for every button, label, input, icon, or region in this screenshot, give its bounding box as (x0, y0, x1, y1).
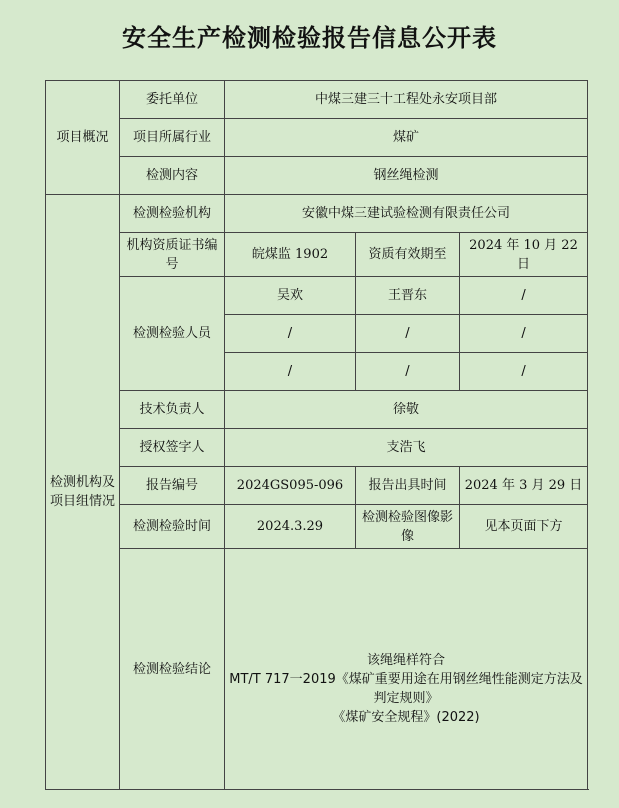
org-label: 检测检验机构 (120, 195, 225, 233)
staff-cell: / (460, 315, 588, 353)
signer-label: 授权签字人 (120, 429, 225, 467)
content-value: 钢丝绳检测 (225, 157, 588, 195)
table-row (46, 549, 588, 790)
staff-cell: 王晋东 (356, 277, 460, 315)
cert-label: 机构资质证书编号 (120, 233, 225, 277)
conclusion-line: 该绳绳样符合 (367, 653, 446, 668)
valid-value: 2024 年 10 月 22 日 (460, 233, 588, 277)
conclusion-line: 《煤矿安全规程》(2022) (332, 710, 480, 725)
client-value: 中煤三建三十工程处永安项目部 (225, 81, 588, 119)
table-row (46, 429, 588, 467)
org-value: 安徽中煤三建试验检测有限责任公司 (225, 195, 588, 233)
conclusion-text (225, 549, 588, 790)
client-label: 委托单位 (120, 81, 225, 119)
valid-label: 资质有效期至 (356, 233, 460, 277)
staff-label: 检测检验人员 (120, 277, 225, 391)
page-title: 安全生产检测检验报告信息公开表 (122, 23, 497, 52)
issue-value: 2024 年 3 月 29 日 (460, 467, 588, 505)
table-row (46, 277, 588, 315)
tech-label: 技术负责人 (120, 391, 225, 429)
staff-cell: 吴欢 (225, 277, 356, 315)
image-value: 见本页面下方 (460, 505, 588, 549)
test-time-value: 2024.3.29 (225, 505, 356, 549)
industry-label: 项目所属行业 (120, 119, 225, 157)
industry-value: 煤矿 (225, 119, 588, 157)
table-row (46, 391, 588, 429)
section-agency: 检测机构及项目组情况 (46, 195, 120, 790)
staff-cell: / (225, 315, 356, 353)
staff-cell: / (356, 353, 460, 391)
report-no-label: 报告编号 (120, 467, 225, 505)
table-row (46, 195, 588, 233)
staff-cell: / (460, 277, 588, 315)
section-overview: 项目概况 (46, 81, 120, 195)
staff-cell: / (356, 315, 460, 353)
table-row (46, 81, 588, 119)
table-row (46, 505, 588, 549)
table-row (46, 157, 588, 195)
conclusion-line: MT/T 717一2019《煤矿重要用途在用钢丝绳性能测定方法及判定规则》 (229, 672, 583, 706)
table-row (46, 119, 588, 157)
staff-cell: / (460, 353, 588, 391)
section-conclusion: 检测检验结论 (120, 549, 225, 790)
table-row (46, 467, 588, 505)
table-row (46, 233, 588, 277)
content-label: 检测内容 (120, 157, 225, 195)
info-table (45, 80, 588, 790)
cert-value: 皖煤监 1902 (225, 233, 356, 277)
report-no-value: 2024GS095-096 (225, 467, 356, 505)
tech-value: 徐敬 (225, 391, 588, 429)
issue-label: 报告出具时间 (356, 467, 460, 505)
signer-value: 支浩飞 (225, 429, 588, 467)
staff-cell: / (225, 353, 356, 391)
test-time-label: 检测检验时间 (120, 505, 225, 549)
image-label: 检测检验图像影像 (356, 505, 460, 549)
